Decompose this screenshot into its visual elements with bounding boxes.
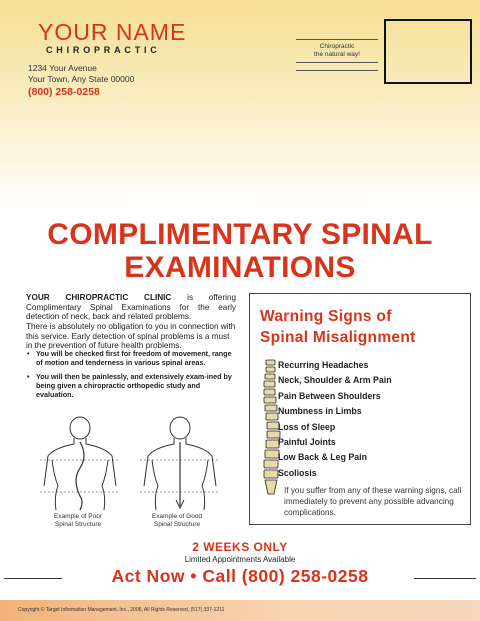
clinic-subtitle: CHIROPRACTIC <box>46 45 161 55</box>
obligation-paragraph: There is absolutely no obligation to you in connection with this service. Early detection of spinal problems is a must in the prevention of future health problems. <box>26 322 236 350</box>
limited-appointments: Limited Appointments Available <box>184 555 296 564</box>
header-phone: (800) 258-0258 <box>28 86 100 98</box>
spine-figures <box>30 416 230 512</box>
caption-good-line-2: Spinal Structure <box>153 520 201 528</box>
figure-poor <box>40 417 120 510</box>
headline-line-1: COMPLIMENTARY SPINAL <box>47 218 433 251</box>
clinic-name: YOUR NAME <box>38 19 187 45</box>
intro-paragraph <box>26 293 236 322</box>
bullet-item: • You will be checked first for freedom of movement, range of motion and tenderness in various spinal areas. <box>26 350 238 367</box>
footer-bar <box>0 600 480 621</box>
figure-good <box>140 417 220 510</box>
warning-box <box>249 293 471 525</box>
warning-title <box>260 306 416 348</box>
copyright: Copyright © Target Information Management, Inc., 2006, All Rights Reserved, (517) 337-1211 <box>18 607 225 613</box>
headline <box>0 218 480 284</box>
address-line-1: 1234 Your Avenue <box>28 63 97 73</box>
act-now-phone: Act Now • Call (800) 258-0258 <box>111 566 369 586</box>
warning-sign: Numbness in Limbs <box>278 406 362 417</box>
permit-rule <box>296 62 378 63</box>
cta-rule-left <box>4 578 62 579</box>
warning-sign: Recurring Headaches <box>278 360 369 370</box>
permit-block <box>296 36 378 74</box>
weeks-only: 2 WEEKS ONLY <box>192 540 288 554</box>
warning-sign: Neck, Shoulder & Arm Pain <box>278 375 392 386</box>
permit-rule <box>296 70 378 71</box>
warning-title-line-1: Warning Signs of <box>260 308 392 325</box>
intro-text: is offering Complimentary Spinal Examinations for the early detection of neck, back and related problems. <box>26 293 237 321</box>
intro-clinic: YOUR CHIROPRACTIC CLINIC <box>26 293 172 302</box>
call-to-action <box>0 540 480 587</box>
caption-poor-line-2: Spinal Structure <box>54 520 102 528</box>
warning-sign: Painful Joints <box>278 437 336 448</box>
permit-rule <box>296 39 378 40</box>
warning-sign: Low Back & Leg Pain <box>278 452 367 463</box>
headline-line-2: EXAMINATIONS <box>124 251 356 284</box>
caption-poor <box>38 513 118 528</box>
permit-line-2: the natural way! <box>314 51 360 58</box>
caption-good-line-1: Example of Good <box>151 513 203 520</box>
poor-head <box>70 417 90 439</box>
warning-sign: Scoliosis <box>278 467 317 478</box>
bullet-item: • You will then be painlessly, and extensively exam-ined by being given a chiropractic orthopedic study and evaluation. <box>26 373 238 399</box>
cta-rule-right <box>414 578 476 579</box>
warning-sign: Loss of Sleep <box>278 421 336 432</box>
address-line-2: Your Town, Any State 00000 <box>28 74 135 84</box>
caption-poor-line-1: Example of Poor <box>53 513 103 520</box>
warning-sign: Pain Between Shoulders <box>278 390 381 401</box>
warning-title-line-2: Spinal Misalignment <box>260 329 416 346</box>
poor-shoulders <box>44 438 116 486</box>
poor-spine <box>76 442 84 510</box>
warning-advice: If you suffer from any of these warning signs, call immediately to prevent any possible advancing complications. <box>284 486 462 517</box>
poor-guides <box>40 460 120 492</box>
warning-signs-list <box>278 358 392 481</box>
stamp-box <box>384 19 472 84</box>
good-head <box>170 417 190 439</box>
exam-bullets <box>26 350 238 406</box>
caption-good <box>137 513 217 528</box>
permit-line-1: Chiropractic <box>319 43 355 50</box>
